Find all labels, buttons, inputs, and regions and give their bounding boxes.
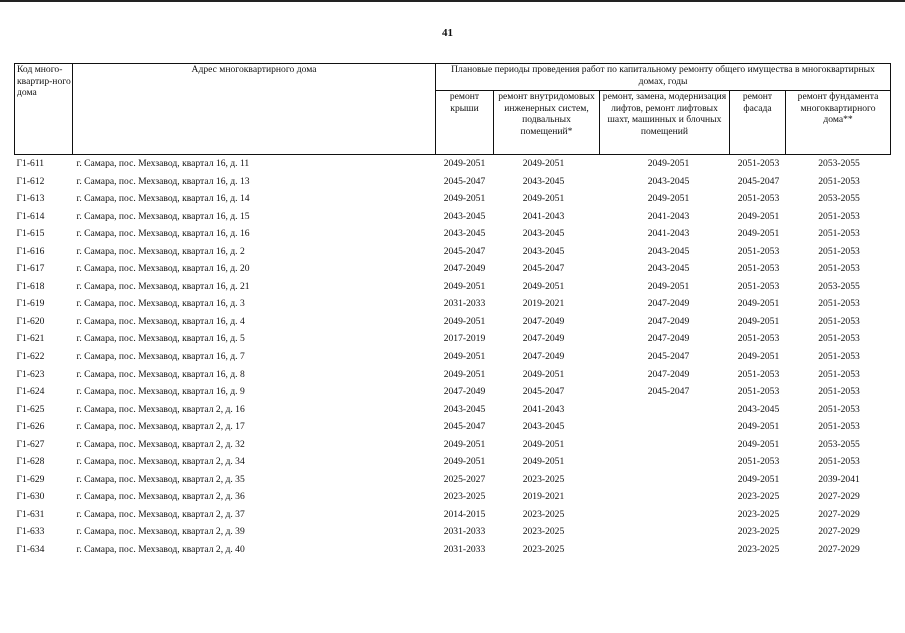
page-number: 41 <box>442 27 453 39</box>
cell-engineering-period: 2041-2043 <box>522 403 565 415</box>
cell-address: г. Самара, пос. Мехзавод, квартал 16, д. 4 <box>76 315 245 327</box>
table-row <box>15 471 891 489</box>
cell-lift-period: 2049-2051 <box>647 280 690 292</box>
cell-address: г. Самара, пос. Мехзавод, квартал 16, д. 7 <box>76 351 245 363</box>
table-row <box>15 366 891 384</box>
cell-roof-period: 2023-2025 <box>443 491 486 503</box>
cell-facade-period: 2049-2051 <box>737 298 780 310</box>
header-lift-repair: ремонт, замена, модернизация лифтов, ремонт лифтовых шахт, машинных и блочных помещений <box>600 91 730 155</box>
cell-address: г. Самара, пос. Мехзавод, квартал 2, д. 16 <box>76 403 245 415</box>
cell-house-code: Г1-612 <box>16 175 45 187</box>
table-row <box>15 313 891 331</box>
cell-lift-period: 2047-2049 <box>647 333 690 345</box>
cell-address: г. Самара, пос. Мехзавод, квартал 2, д. 40 <box>76 544 245 556</box>
cell-lift-period: 2047-2049 <box>647 315 690 327</box>
cell-engineering-period: 2019-2021 <box>522 491 565 503</box>
cell-foundation-period: 2051-2053 <box>818 210 860 222</box>
cell-engineering-period: 2043-2045 <box>522 175 565 187</box>
cell-roof-period: 2031-2033 <box>443 526 486 538</box>
cell-house-code: Г1-622 <box>16 351 45 363</box>
cell-facade-period: 2049-2051 <box>737 421 780 433</box>
cell-facade-period: 2051-2053 <box>737 263 780 275</box>
table-row <box>15 278 891 296</box>
table-row <box>15 190 891 208</box>
cell-foundation-period: 2051-2053 <box>818 298 860 310</box>
cell-foundation-period: 2027-2029 <box>818 508 860 520</box>
table-row <box>15 383 891 401</box>
cell-facade-period: 2023-2025 <box>737 508 780 520</box>
cell-engineering-period: 2049-2051 <box>522 438 565 450</box>
table-row <box>15 453 891 471</box>
cell-roof-period: 2017-2019 <box>443 333 486 345</box>
cell-house-code: Г1-633 <box>16 526 45 538</box>
cell-address: г. Самара, пос. Мехзавод, квартал 16, д. 2 <box>76 245 245 257</box>
cell-lift-period <box>600 488 730 506</box>
cell-house-code: Г1-619 <box>16 298 45 310</box>
cell-facade-period: 2049-2051 <box>737 210 780 222</box>
table-row <box>15 295 891 313</box>
cell-address: г. Самара, пос. Мехзавод, квартал 16, д. 16 <box>76 228 250 240</box>
cell-engineering-period: 2049-2051 <box>522 280 565 292</box>
cell-lift-period: 2043-2045 <box>647 175 690 187</box>
cell-lift-period <box>600 471 730 489</box>
cell-lift-period <box>600 418 730 436</box>
cell-facade-period: 2049-2051 <box>737 438 780 450</box>
cell-foundation-period: 2051-2053 <box>818 245 860 257</box>
table-row <box>15 418 891 436</box>
cell-facade-period: 2049-2051 <box>737 228 780 240</box>
cell-roof-period: 2049-2051 <box>443 456 486 468</box>
cell-engineering-period: 2041-2043 <box>522 210 565 222</box>
cell-facade-period: 2051-2053 <box>737 280 780 292</box>
cell-roof-period: 2031-2033 <box>443 544 486 556</box>
cell-lift-period: 2045-2047 <box>647 386 690 398</box>
cell-foundation-period: 2051-2053 <box>818 315 860 327</box>
cell-engineering-period: 2049-2051 <box>522 456 565 468</box>
cell-facade-period: 2043-2045 <box>737 403 780 415</box>
page-top-rule <box>0 0 905 2</box>
cell-lift-period: 2049-2051 <box>647 158 690 169</box>
cell-foundation-period: 2027-2029 <box>818 526 860 538</box>
cell-lift-period: 2045-2047 <box>647 351 690 363</box>
cell-roof-period: 2049-2051 <box>443 368 486 380</box>
cell-house-code: Г1-614 <box>16 210 45 222</box>
cell-house-code: Г1-616 <box>16 245 45 257</box>
cell-facade-period: 2045-2047 <box>737 175 780 187</box>
cell-lift-period <box>600 541 730 559</box>
cell-engineering-period: 2043-2045 <box>522 228 565 240</box>
cell-roof-period: 2043-2045 <box>443 228 486 240</box>
table-row <box>15 330 891 348</box>
cell-house-code: Г1-615 <box>16 228 45 240</box>
cell-lift-period: 2041-2043 <box>647 210 690 222</box>
cell-engineering-period: 2019-2021 <box>522 298 565 310</box>
header-foundation-repair: ремонт фундамента многоквартирного дома** <box>786 91 891 155</box>
cell-foundation-period: 2053-2055 <box>818 193 860 205</box>
cell-foundation-period: 2051-2053 <box>818 403 860 415</box>
cell-engineering-period: 2049-2051 <box>522 158 565 169</box>
table-row <box>15 401 891 419</box>
cell-facade-period: 2049-2051 <box>737 351 780 363</box>
cell-facade-period: 2049-2051 <box>737 315 780 327</box>
cell-engineering-period: 2045-2047 <box>522 386 565 398</box>
cell-address: г. Самара, пос. Мехзавод, квартал 16, д. 13 <box>76 175 250 187</box>
cell-foundation-period: 2051-2053 <box>818 263 860 275</box>
table-row <box>15 488 891 506</box>
capital-repair-schedule-table <box>14 63 891 559</box>
header-code: Код много-квартир-ного дома <box>15 64 73 155</box>
cell-engineering-period: 2023-2025 <box>522 526 565 538</box>
cell-facade-period: 2051-2053 <box>737 368 780 380</box>
cell-facade-period: 2051-2053 <box>737 333 780 345</box>
cell-facade-period: 2023-2025 <box>737 491 780 503</box>
cell-foundation-period: 2051-2053 <box>818 421 860 433</box>
cell-engineering-period: 2023-2025 <box>522 544 565 556</box>
cell-house-code: Г1-621 <box>16 333 45 345</box>
cell-engineering-period: 2023-2025 <box>522 508 565 520</box>
cell-roof-period: 2049-2051 <box>443 280 486 292</box>
cell-address: г. Самара, пос. Мехзавод, квартал 16, д. 9 <box>76 386 245 398</box>
cell-house-code: Г1-613 <box>16 193 45 205</box>
cell-address: г. Самара, пос. Мехзавод, квартал 16, д. 14 <box>76 193 250 205</box>
cell-engineering-period: 2049-2051 <box>522 193 565 205</box>
cell-house-code: Г1-620 <box>16 315 45 327</box>
cell-address: г. Самара, пос. Мехзавод, квартал 2, д. 32 <box>76 438 245 450</box>
cell-foundation-period: 2051-2053 <box>818 175 860 187</box>
cell-address: г. Самара, пос. Мехзавод, квартал 16, д. 15 <box>76 210 250 222</box>
cell-foundation-period: 2051-2053 <box>818 456 860 468</box>
cell-facade-period: 2051-2053 <box>737 158 780 169</box>
cell-roof-period: 2014-2015 <box>443 508 486 520</box>
cell-house-code: Г1-617 <box>16 263 45 275</box>
cell-lift-period: 2043-2045 <box>647 263 690 275</box>
cell-foundation-period: 2053-2055 <box>818 438 860 450</box>
cell-lift-period: 2043-2045 <box>647 245 690 257</box>
cell-house-code: Г1-624 <box>16 386 45 398</box>
cell-lift-period <box>600 401 730 419</box>
table-row <box>15 155 891 173</box>
cell-lift-period <box>600 523 730 541</box>
cell-roof-period: 2045-2047 <box>443 175 486 187</box>
cell-house-code: Г1-634 <box>16 544 45 556</box>
cell-address: г. Самара, пос. Мехзавод, квартал 16, д. 8 <box>76 368 245 380</box>
cell-roof-period: 2049-2051 <box>443 315 486 327</box>
cell-foundation-period: 2051-2053 <box>818 386 860 398</box>
cell-lift-period: 2047-2049 <box>647 298 690 310</box>
cell-facade-period: 2051-2053 <box>737 456 780 468</box>
cell-engineering-period: 2045-2047 <box>522 263 565 275</box>
cell-foundation-period: 2051-2053 <box>818 333 860 345</box>
header-roof-repair: ремонт крыши <box>436 91 494 155</box>
cell-foundation-period: 2027-2029 <box>818 491 860 503</box>
cell-engineering-period: 2049-2051 <box>522 368 565 380</box>
table-row <box>15 243 891 261</box>
cell-house-code: Г1-630 <box>16 491 45 503</box>
cell-roof-period: 2049-2051 <box>443 438 486 450</box>
cell-facade-period: 2051-2053 <box>737 193 780 205</box>
header-address: Адрес многоквартирного дома <box>73 64 436 155</box>
cell-house-code: Г1-627 <box>16 438 45 450</box>
cell-house-code: Г1-623 <box>16 368 45 380</box>
cell-house-code: Г1-626 <box>16 421 45 433</box>
cell-foundation-period: 2039-2041 <box>818 473 860 485</box>
table-body <box>15 155 891 559</box>
cell-lift-period <box>600 506 730 524</box>
cell-facade-period: 2049-2051 <box>737 473 780 485</box>
table-row <box>15 173 891 191</box>
cell-lift-period <box>600 436 730 454</box>
cell-engineering-period: 2023-2025 <box>522 473 565 485</box>
cell-foundation-period: 2051-2053 <box>818 368 860 380</box>
table-row <box>15 541 891 559</box>
cell-lift-period <box>600 453 730 471</box>
cell-engineering-period: 2043-2045 <box>522 421 565 433</box>
header-facade-repair: ремонт фасада <box>730 91 786 155</box>
cell-facade-period: 2023-2025 <box>737 544 780 556</box>
table-row <box>15 506 891 524</box>
cell-house-code: Г1-631 <box>16 508 45 520</box>
table-row <box>15 523 891 541</box>
cell-engineering-period: 2047-2049 <box>522 351 565 363</box>
cell-address: г. Самара, пос. Мехзавод, квартал 2, д. 34 <box>76 456 245 468</box>
cell-foundation-period: 2053-2055 <box>818 158 860 169</box>
cell-address: г. Самара, пос. Мехзавод, квартал 2, д. 36 <box>76 491 245 503</box>
cell-foundation-period: 2027-2029 <box>818 544 860 556</box>
header-engineering-systems-repair: ремонт внутридомовых инженерных систем, подвальных помещений* <box>494 91 600 155</box>
cell-lift-period: 2047-2049 <box>647 368 690 380</box>
cell-lift-period: 2049-2051 <box>647 193 690 205</box>
cell-lift-period: 2041-2043 <box>647 228 690 240</box>
cell-roof-period: 2049-2051 <box>443 158 486 169</box>
cell-address: г. Самара, пос. Мехзавод, квартал 16, д. 11 <box>76 158 250 169</box>
cell-address: г. Самара, пос. Мехзавод, квартал 2, д. 37 <box>76 508 245 520</box>
cell-engineering-period: 2043-2045 <box>522 245 565 257</box>
table-row <box>15 260 891 278</box>
cell-facade-period: 2051-2053 <box>737 386 780 398</box>
cell-address: г. Самара, пос. Мехзавод, квартал 16, д. 20 <box>76 263 250 275</box>
cell-facade-period: 2051-2053 <box>737 245 780 257</box>
table-row <box>15 225 891 243</box>
cell-house-code: Г1-611 <box>16 158 45 169</box>
cell-foundation-period: 2051-2053 <box>818 351 860 363</box>
cell-roof-period: 2031-2033 <box>443 298 486 310</box>
cell-roof-period: 2043-2045 <box>443 210 486 222</box>
table-row <box>15 348 891 366</box>
cell-address: г. Самара, пос. Мехзавод, квартал 16, д. 5 <box>76 333 245 345</box>
header-planned-periods: Плановые периоды проведения работ по капитальному ремонту общего имущества в многоквартирных домах, годы <box>436 64 891 91</box>
cell-address: г. Самара, пос. Мехзавод, квартал 16, д. 21 <box>76 280 250 292</box>
cell-facade-period: 2023-2025 <box>737 526 780 538</box>
cell-roof-period: 2047-2049 <box>443 386 486 398</box>
cell-roof-period: 2047-2049 <box>443 263 486 275</box>
cell-roof-period: 2045-2047 <box>443 421 486 433</box>
cell-house-code: Г1-625 <box>16 403 45 415</box>
cell-engineering-period: 2047-2049 <box>522 315 565 327</box>
cell-roof-period: 2049-2051 <box>443 351 486 363</box>
cell-roof-period: 2049-2051 <box>443 193 486 205</box>
table-row <box>15 436 891 454</box>
cell-address: г. Самара, пос. Мехзавод, квартал 2, д. 35 <box>76 473 245 485</box>
cell-roof-period: 2043-2045 <box>443 403 486 415</box>
table-row <box>15 208 891 226</box>
cell-address: г. Самара, пос. Мехзавод, квартал 16, д. 3 <box>76 298 245 310</box>
cell-foundation-period: 2051-2053 <box>818 228 860 240</box>
cell-address: г. Самара, пос. Мехзавод, квартал 2, д. 17 <box>76 421 245 433</box>
cell-engineering-period: 2047-2049 <box>522 333 565 345</box>
cell-roof-period: 2045-2047 <box>443 245 486 257</box>
cell-house-code: Г1-629 <box>16 473 45 485</box>
cell-foundation-period: 2053-2055 <box>818 280 860 292</box>
cell-address: г. Самара, пос. Мехзавод, квартал 2, д. 39 <box>76 526 245 538</box>
cell-roof-period: 2025-2027 <box>443 473 486 485</box>
cell-house-code: Г1-628 <box>16 456 45 468</box>
cell-house-code: Г1-618 <box>16 280 45 292</box>
